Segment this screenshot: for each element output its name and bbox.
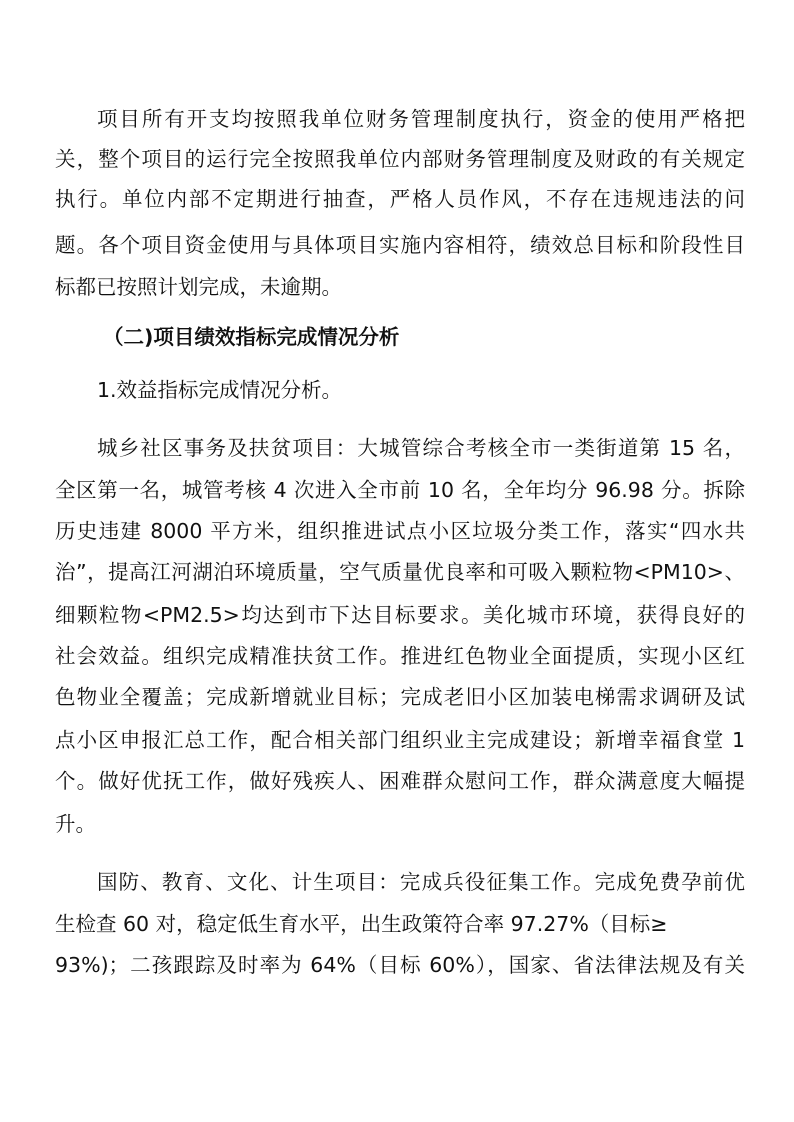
paragraph-2-line-10: 升。 bbox=[55, 812, 96, 836]
paragraph-2-line-3: 历史违建 8000 平方米，组织推进试点小区垃圾分类工作，落实“四水共 bbox=[55, 519, 745, 543]
paragraph-2-line-5: 细颗粒物<PM2.5>均达到市下达目标要求。美化城市环境，获得良好的 bbox=[55, 603, 745, 627]
paragraph-2-line-6: 社会效益。组织完成精准扶贫工作。推进红色物业全面提质，实现小区红 bbox=[55, 644, 745, 668]
paragraph-2-line-7: 色物业全覆盖；完成新增就业目标；完成老旧小区加装电梯需求调研及试 bbox=[55, 685, 745, 709]
paragraph-3-line-3: 93%)；二孩跟踪及时率为 64%（目标 60%），国家、省法律法规及有关 bbox=[55, 953, 745, 977]
paragraph-1-line-4: 题。各个项目资金使用与具体项目实施内容相符，绩效总目标和阶段性目 bbox=[55, 233, 745, 257]
paragraph-1-line-1: 项目所有开支均按照我单位财务管理制度执行，资金的使用严格把 bbox=[97, 107, 745, 131]
paragraph-2-line-2: 全区第一名，城管考核 4 次进入全市前 10 名，全年均分 96.98 分。拆除 bbox=[55, 478, 745, 502]
paragraph-2-line-4: 治”，提高江河湖泊环境质量，空气质量优良率和可吸入颗粒物<PM10>、 bbox=[55, 560, 745, 584]
paragraph-2-line-9: 个。做好优抚工作，做好残疾人、困难群众慰问工作，群众满意度大幅提 bbox=[55, 769, 745, 793]
paragraph-1-line-5: 标都已按照计划完成，未逾期。 bbox=[55, 275, 342, 299]
paragraph-2-line-1: 城乡社区事务及扶贫项目：大城管综合考核全市一类街道第 15 名， bbox=[97, 436, 745, 460]
paragraph-2-line-8: 点小区申报汇总工作，配合相关部门组织业主完成建设；新增幸福食堂 1 bbox=[55, 728, 745, 752]
paragraph-3-line-2: 生检查 60 对，稳定低生育水平，出生政策符合率 97.27%（目标≥ bbox=[55, 912, 668, 936]
paragraph-1-line-2: 关，整个项目的运行完全按照我单位内部财务管理制度及财政的有关规定 bbox=[55, 147, 745, 171]
section-heading: （二)项目绩效指标完成情况分析 bbox=[103, 325, 400, 349]
paragraph-1-line-3: 执行。单位内部不定期进行抽查，严格人员作风，不存在违规违法的问 bbox=[55, 187, 745, 211]
subheading: 1.效益指标完成情况分析。 bbox=[97, 378, 343, 402]
paragraph-3-line-1: 国防、教育、文化、计生项目：完成兵役征集工作。完成免费孕前优 bbox=[97, 870, 745, 894]
